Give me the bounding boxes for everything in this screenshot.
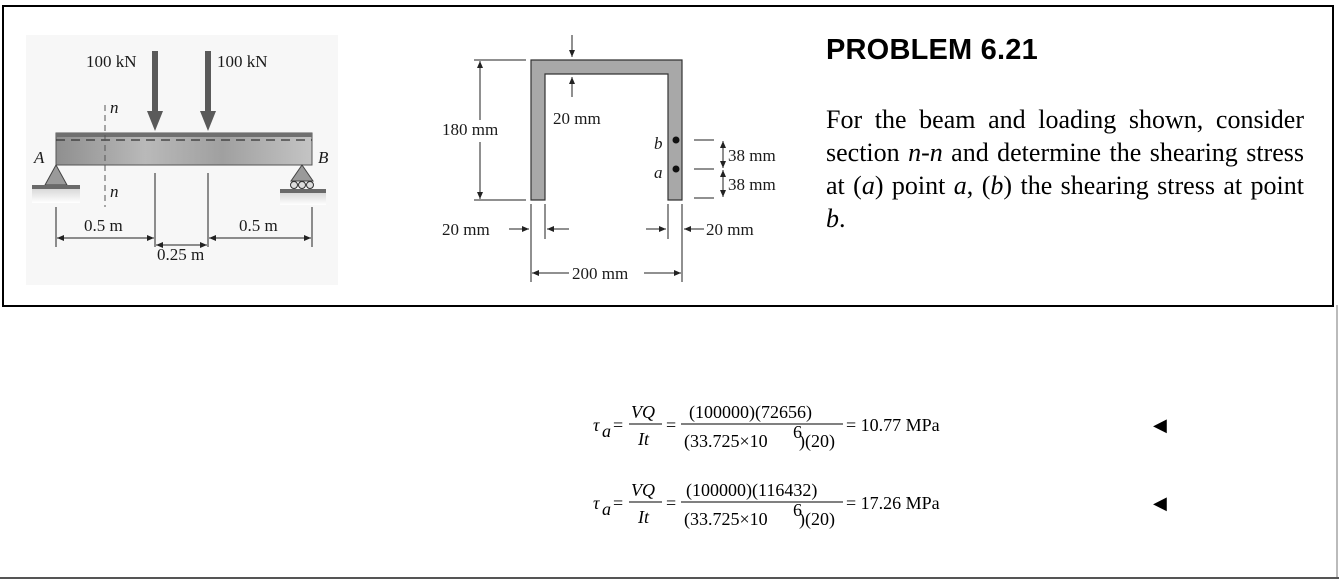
eq2-answer-marker: ◀ bbox=[1153, 493, 1167, 513]
eq2-den-values: (33.725×10 bbox=[684, 509, 768, 529]
statement-point-b: b bbox=[826, 204, 839, 233]
section-label-top: n bbox=[110, 98, 119, 117]
section-label-bottom: n bbox=[110, 182, 119, 201]
support-b-label: B bbox=[318, 148, 329, 167]
statement-part: . bbox=[839, 204, 846, 233]
statement-section-name: n-n bbox=[908, 138, 943, 167]
eq1-answer-marker: ◀ bbox=[1153, 415, 1167, 435]
statement-part: ) the shearing stress at point bbox=[1003, 171, 1304, 200]
eq2-tau: τ bbox=[593, 493, 600, 513]
point-a-label: a bbox=[654, 163, 663, 182]
load-label-1: 100 kN bbox=[86, 52, 137, 71]
equation-row-2 bbox=[593, 480, 1167, 530]
eq1-numerator: VQ bbox=[631, 402, 655, 422]
eq2-subscript: a bbox=[602, 499, 611, 519]
eq2-den-exponent: 6 bbox=[793, 500, 802, 520]
bottom-border bbox=[0, 577, 1339, 579]
eq1-tau: τ bbox=[593, 415, 600, 435]
statement-point-a: a bbox=[953, 171, 967, 200]
point-b-label: b bbox=[654, 134, 663, 153]
statement-part: ) point bbox=[874, 171, 954, 200]
eq2-equals-2: = bbox=[666, 493, 677, 513]
statement-part: and determine the shearing stress at ( bbox=[826, 138, 1304, 200]
eq2-num-values: (100000)(116432) bbox=[686, 480, 818, 500]
eq1-den-tail: )(20) bbox=[799, 431, 835, 451]
flange-thickness-label: 20 mm bbox=[553, 109, 601, 128]
spacing-b-label: 38 mm bbox=[728, 146, 776, 165]
eq1-den-exponent: 6 bbox=[793, 422, 802, 442]
eq2-equals-1: = bbox=[613, 493, 624, 513]
problem-title: PROBLEM 6.21 bbox=[826, 34, 1038, 66]
span-label-2: 0.25 m bbox=[157, 245, 205, 264]
height-label: 180 mm bbox=[442, 120, 499, 139]
statement-part: , ( bbox=[966, 171, 991, 200]
span-label-3: 0.5 m bbox=[239, 216, 278, 235]
eq1-subscript: a bbox=[602, 421, 611, 441]
statement-part-label: b bbox=[990, 171, 1004, 200]
right-border bbox=[1336, 305, 1338, 579]
load-label-2: 100 kN bbox=[217, 52, 268, 71]
statement-part: For the beam and loading shown, consider section bbox=[826, 105, 1304, 167]
eq2-numerator: VQ bbox=[631, 480, 655, 500]
equation-row-1 bbox=[593, 402, 1167, 452]
eq1-equals-1: = bbox=[613, 415, 624, 435]
web-left-label: 20 mm bbox=[442, 220, 490, 239]
eq1-num-values: (100000)(72656) bbox=[689, 402, 812, 422]
statement-part-label: a bbox=[861, 171, 875, 200]
eq1-result: = 10.77 MPa bbox=[846, 415, 940, 435]
span-label-1: 0.5 m bbox=[84, 216, 123, 235]
web-right-label: 20 mm bbox=[706, 220, 754, 239]
eq2-den-tail: )(20) bbox=[799, 509, 835, 529]
eq1-denominator: It bbox=[638, 429, 649, 449]
width-label: 200 mm bbox=[572, 264, 629, 283]
eq1-equals-2: = bbox=[666, 415, 677, 435]
support-a-label: A bbox=[34, 148, 45, 167]
spacing-a-label: 38 mm bbox=[728, 175, 776, 194]
eq2-denominator: It bbox=[638, 507, 649, 527]
eq1-den-values: (33.725×10 bbox=[684, 431, 768, 451]
eq2-result: = 17.26 MPa bbox=[846, 493, 940, 513]
